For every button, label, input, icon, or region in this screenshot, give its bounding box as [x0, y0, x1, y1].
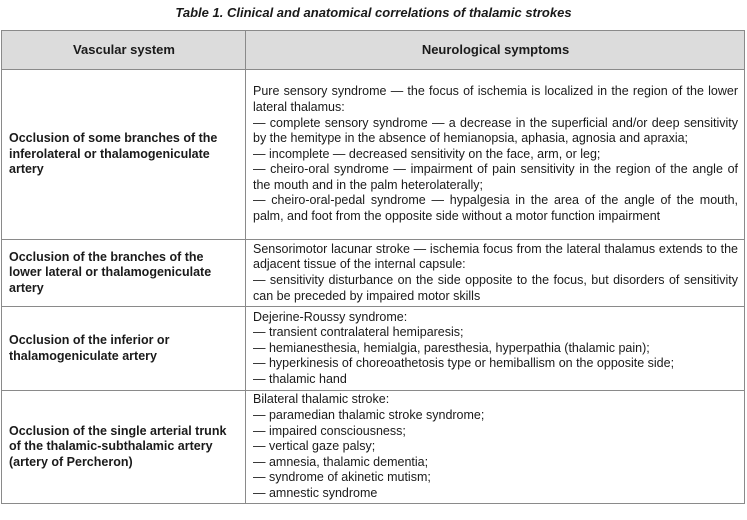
symptoms-cell	[246, 307, 745, 391]
symptom-line: — paramedian thalamic stroke syndrome;	[253, 408, 485, 423]
symptom-line: — cheiro-oral-pedal syndrome — hypalgesia in the area of the angle of the mouth, palm, and foot from the opposite side without a motor function impairment	[253, 193, 738, 224]
symptom-line: — incomplete — decreased sensitivity on the face, arm, or leg;	[253, 146, 601, 161]
symptom-line: Pure sensory syndrome — the focus of ischemia is localized in the region of the lower lateral thalamus:	[253, 84, 738, 114]
vascular-system-cell: Occlusion of the single arterial trunk of the thalamic-subthalamic artery (artery of Percheron)	[2, 391, 246, 504]
symptom-line: — transient contralateral hemiparesis;	[253, 325, 464, 340]
symptom-line: — syndrome of akinetic mutism;	[253, 470, 431, 485]
symptoms-cell	[246, 391, 745, 504]
symptom-line: — hemianesthesia, hemialgia, paresthesia, hyperpathia (thalamic pain);	[253, 340, 650, 355]
table-row	[2, 240, 745, 307]
vascular-system-cell: Occlusion of the inferior or thalamogeniculate artery	[2, 307, 246, 391]
symptoms-cell	[246, 70, 745, 240]
symptom-line: Bilateral thalamic stroke:	[253, 392, 390, 407]
header-neurological-symptoms: Neurological symptoms	[246, 31, 745, 70]
symptom-line: — complete sensory syndrome — a decrease in the superficial and/or deep sensitivity by the hemitype in the absence of hemianopsia, aphasia, agnosia and apraxia;	[253, 115, 738, 146]
symptom-line: Sensorimotor lacunar stroke — ischemia focus from the lateral thalamus extends to the adjacent tissue of the internal capsule:	[253, 241, 738, 272]
vascular-system-cell: Occlusion of some branches of the inferolateral or thalamogeniculate artery	[2, 70, 246, 240]
correlations-table	[1, 30, 745, 504]
symptom-line: — cheiro-oral syndrome — impairment of pain sensitivity in the region of the angle of the mouth and in the palm heterolaterally;	[253, 162, 738, 192]
symptom-line: Dejerine-Roussy syndrome:	[253, 309, 408, 324]
table-caption: Table 1. Clinical and anatomical correlations of thalamic strokes	[175, 5, 572, 20]
header-row	[2, 31, 745, 70]
symptom-line: — amnesia, thalamic dementia;	[253, 454, 429, 469]
symptom-line: — thalamic hand	[253, 371, 347, 386]
table-row	[2, 391, 745, 504]
table-row	[2, 307, 745, 391]
vascular-system-cell: Occlusion of the branches of the lower lateral or thalamogeniculate artery	[2, 240, 246, 307]
table-row	[2, 70, 745, 240]
header-vascular-system: Vascular system	[2, 31, 246, 70]
symptom-line: — hyperkinesis of choreoathetosis type or hemiballism on the opposite side;	[253, 356, 675, 371]
symptom-line: — vertical gaze palsy;	[253, 439, 376, 454]
symptom-line: — impaired consciousness;	[253, 423, 406, 438]
symptom-line: — amnestic syndrome	[253, 485, 378, 500]
symptoms-cell	[246, 240, 745, 307]
symptom-line: — sensitivity disturbance on the side opposite to the focus, but disorders of sensitivity can be preceded by impaired motor skills	[253, 273, 738, 303]
